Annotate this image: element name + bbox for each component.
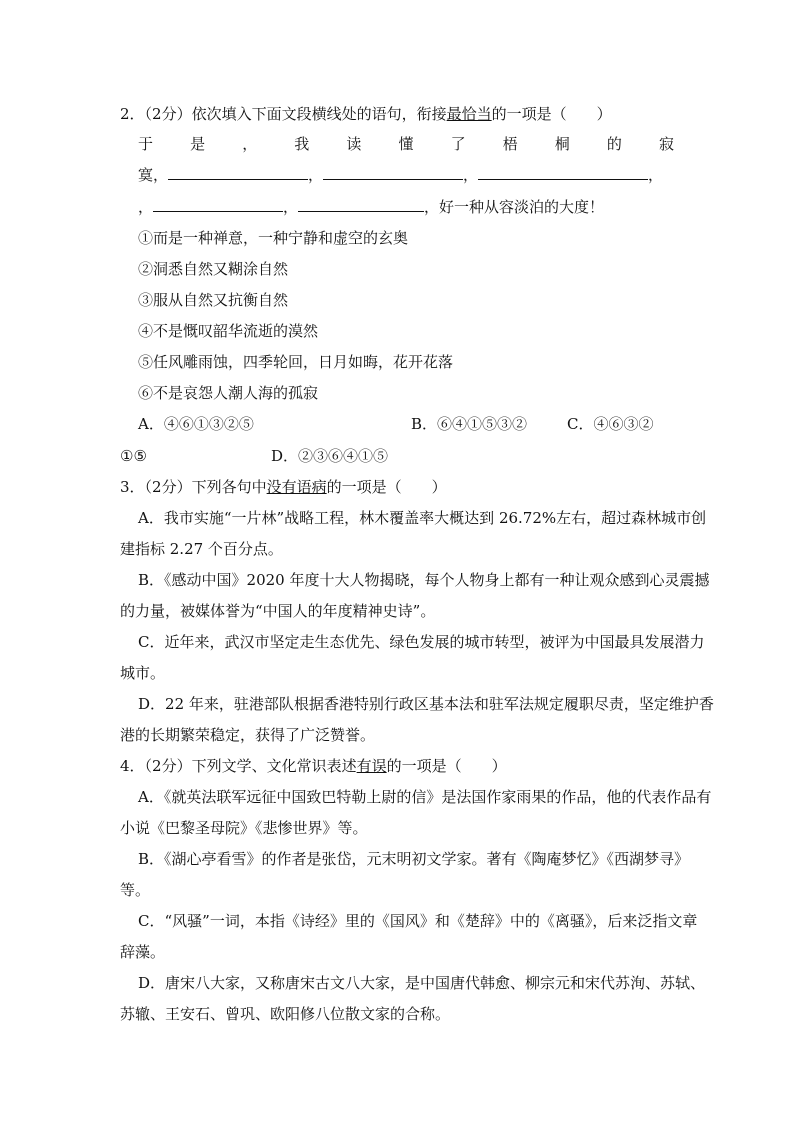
question-2-option-c[interactable]: C．④⑥③② [567,415,654,433]
question-4-number: 4． [120,757,145,775]
question-4-option-a[interactable]: A．《就英法联军远征中国致巴特勒上尉的信》是法国作家雨果的作品，他的代表作品有 [138,788,712,806]
question-2-number: 2． [120,105,145,123]
question-3-option-b-continued: 的力量，被媒体誉为“中国人的年度精神史诗”。 [120,602,436,620]
question-2-option-b[interactable]: B．⑥④①⑤③② [411,415,528,433]
question-2-option-a[interactable]: A．④⑥①③②⑤ [138,415,254,433]
question-2-score: （2分） [144,105,192,123]
answer-blank-4[interactable] [153,197,283,212]
question-4-option-c-continued: 辞藻。 [120,943,166,961]
passage-char: 寂 [658,135,674,153]
passage-char: 的 [606,135,622,153]
question-4-emphasis: 有误 [356,757,387,775]
question-4-option-b-continued: 等。 [120,881,151,899]
question-3-option-a[interactable]: A．我市实施“一片林”战略工程，林木覆盖率大概达到 26.72%左右，超过森林城市创 [138,509,707,527]
question-2-passage-line-2: 寞， ， ， ， [138,166,664,184]
passage-char: 是 [190,135,206,153]
question-4-option-d-continued: 苏辙、王安石、曾巩、欧阳修八位散文家的合称。 [120,1005,451,1023]
question-3-option-d[interactable]: D．22 年来，驻港部队根据香港特别行政区基本法和驻军法规定履职尽责，坚定维护香 [138,695,714,713]
question-3-number: 3． [120,478,145,496]
question-2-item-4: ④不是慨叹韶华流逝的漠然 [138,322,319,340]
question-4-option-d[interactable]: D．唐宋八大家，又称唐宋古文八大家，是中国唐代韩愈、柳宗元和宋代苏洵、苏轼、 [138,974,706,992]
question-2-passage-line-3: ， ， ，好一种从容淡泊的大度！ [138,198,605,216]
passage-char: 桐 [554,135,570,153]
question-3-emphasis: 没有语病 [266,478,327,496]
question-2-option-c-continued[interactable]: ①⑤ [120,447,147,465]
passage-char: ， [242,135,258,153]
question-4-option-a-continued: 小说《巴黎圣母院》《悲惨世界》等。 [120,819,368,837]
question-3-option-b[interactable]: B．《感动中国》2020 年度十大人物揭晓，每个人物身上都有一种让观众感到心灵震撼 [138,571,710,589]
question-2-item-5: ⑤任风雕雨蚀，四季轮回，日月如晦，花开花落 [138,353,454,371]
passage-char: 懂 [398,135,414,153]
question-2-item-1: ①而是一种禅意，一种宁静和虚空的玄奥 [138,229,409,247]
question-3-option-a-continued: 建指标 2.27 个百分点。 [120,540,283,558]
question-3-option-d-continued: 港的长期繁荣稳定，获得了广泛赞誉。 [120,726,376,744]
question-2-item-3: ③服从自然又抗衡自然 [138,291,289,309]
question-4-option-b[interactable]: B．《湖心亭看雪》的作者是张岱，元末明初文学家。著有《陶庵梦忆》《西湖梦寻》 [138,850,690,868]
answer-blank-5[interactable] [298,197,424,212]
passage-char: 了 [450,135,466,153]
answer-blank-3[interactable] [478,165,648,180]
passage-char: 读 [346,135,362,153]
question-2-option-d[interactable]: D．②③⑥④①⑤ [271,447,389,465]
question-2-passage-line-1 [138,134,674,154]
answer-blank-1[interactable] [168,165,308,180]
question-4-stem: 4．（2分）下列文学、文化常识表述有误的一项是（ ） [120,757,507,775]
question-2-item-2: ②洞悉自然又糊涂自然 [138,260,289,278]
passage-char: 于 [138,135,154,153]
question-2-stem: 2．（2分）依次填入下面文段横线处的语句，衔接最恰当的一项是（ ） [120,105,612,123]
question-4-option-c[interactable]: C．“风骚”一词，本指《诗经》里的《国风》和《楚辞》中的《离骚》，后来泛指文章 [138,912,698,930]
question-2-emphasis: 最恰当 [446,105,492,123]
answer-blank-2[interactable] [323,165,463,180]
passage-char: 我 [294,135,310,153]
passage-char: 梧 [502,135,518,153]
question-3-stem: 3．（2分）下列各句中没有语病的一项是（ ） [120,478,447,496]
question-3-option-c-continued: 城市。 [120,664,166,682]
question-2-item-6: ⑥不是哀怨人潮人海的孤寂 [138,384,319,402]
question-4-score: （2分） [144,757,192,775]
question-3-score: （2分） [144,478,192,496]
question-3-option-c[interactable]: C．近年来，武汉市坚定走生态优先、绿色发展的城市转型，被评为中国最具发展潜力 [138,633,705,651]
